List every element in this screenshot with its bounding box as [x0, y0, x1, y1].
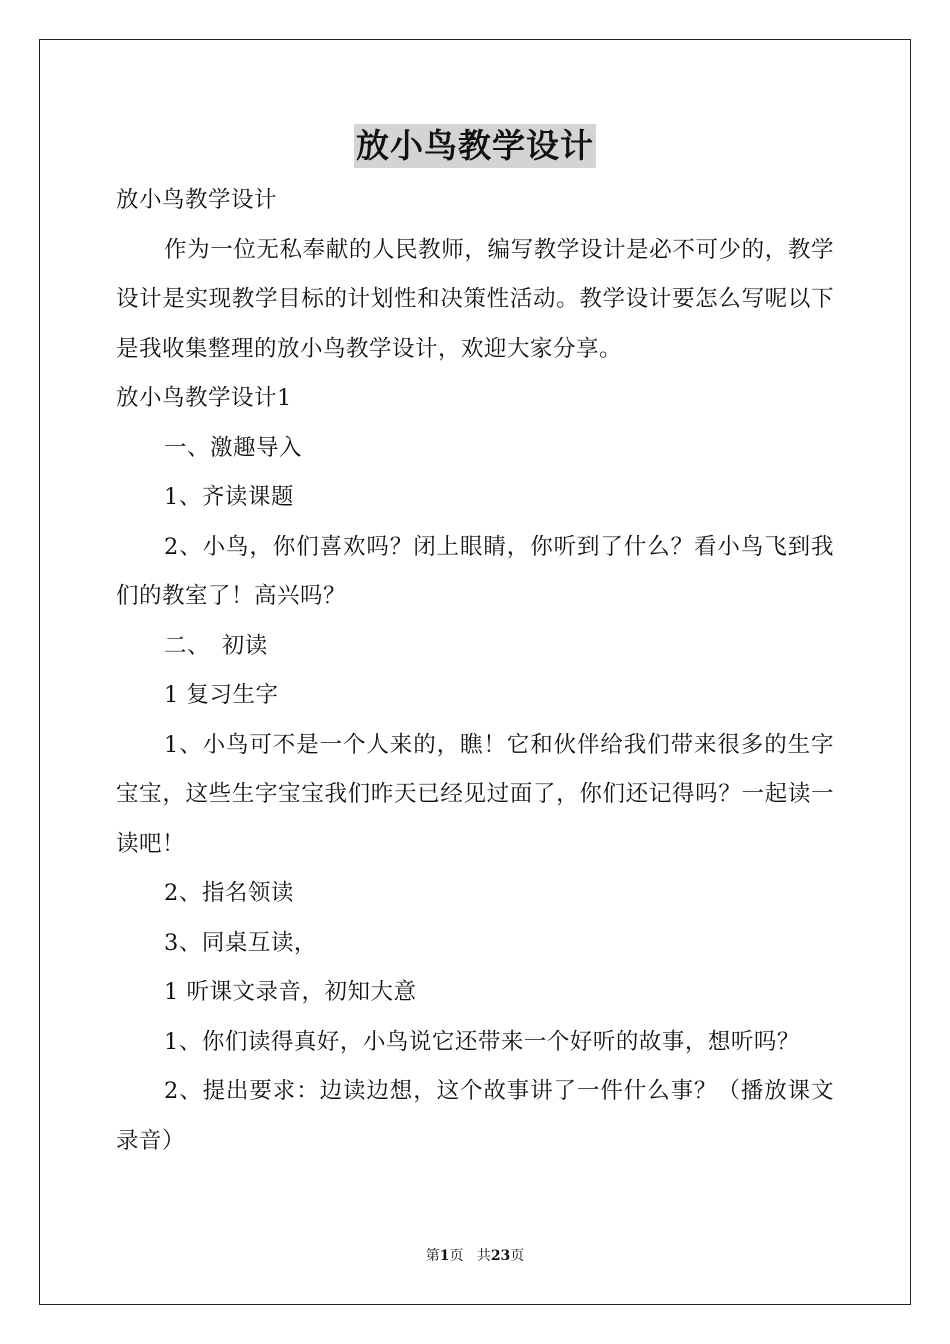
footer-page-suffix: 页 — [449, 1248, 464, 1264]
paragraph: 放小鸟教学设计1 — [116, 385, 292, 411]
title-container — [0, 124, 950, 168]
paragraph: 一、激趣导入 — [164, 434, 303, 461]
paragraph: 放小鸟教学设计 — [116, 187, 278, 213]
footer-total-pages: 23 — [490, 1248, 511, 1264]
paragraph: 2、小鸟，你们喜欢吗？闭上眼睛，你听到了什么？看小鸟飞到我们的教室了！高兴吗？ — [116, 533, 834, 609]
footer-total-prefix: 共 — [476, 1248, 491, 1264]
paragraph: 2、提出要求：边读边想，这个故事讲了一件什么事？（播放课文录音） — [116, 1078, 834, 1154]
paragraph: 作为一位无私奉献的人民教师，编写教学设计是必不可少的，教学设计是实现教学目标的计划性和决策性活动。教学设计要怎么写呢以下是我收集整理的放小鸟教学设计，欢迎大家分享。 — [116, 236, 834, 362]
footer-total-suffix: 页 — [510, 1248, 525, 1264]
footer-page-prefix: 第 — [425, 1248, 440, 1264]
page-footer — [0, 1246, 950, 1266]
paragraph: 3、同桌互读， — [164, 929, 317, 956]
paragraph: 1 复习生字 — [164, 682, 279, 708]
paragraph: 1、齐读课题 — [164, 484, 294, 510]
paragraph: 1、小鸟可不是一个人来的，瞧！它和伙伴给我们带来很多的生字宝宝，这些生字宝宝我们昨天已经见过面了，你们还记得吗？一起读一读吧！ — [116, 731, 834, 857]
paragraph: 1 听课文录音，初知大意 — [164, 979, 417, 1005]
footer-page-number: 1 — [439, 1248, 450, 1264]
paragraph: 二、 初读 — [164, 632, 268, 659]
document-body — [116, 176, 834, 1166]
paragraph: 2、指名领读 — [164, 880, 294, 906]
paragraph: 1、你们读得真好，小鸟说它还带来一个好听的故事，想听吗？ — [164, 1028, 800, 1055]
document-title: 放小鸟教学设计 — [354, 124, 596, 168]
